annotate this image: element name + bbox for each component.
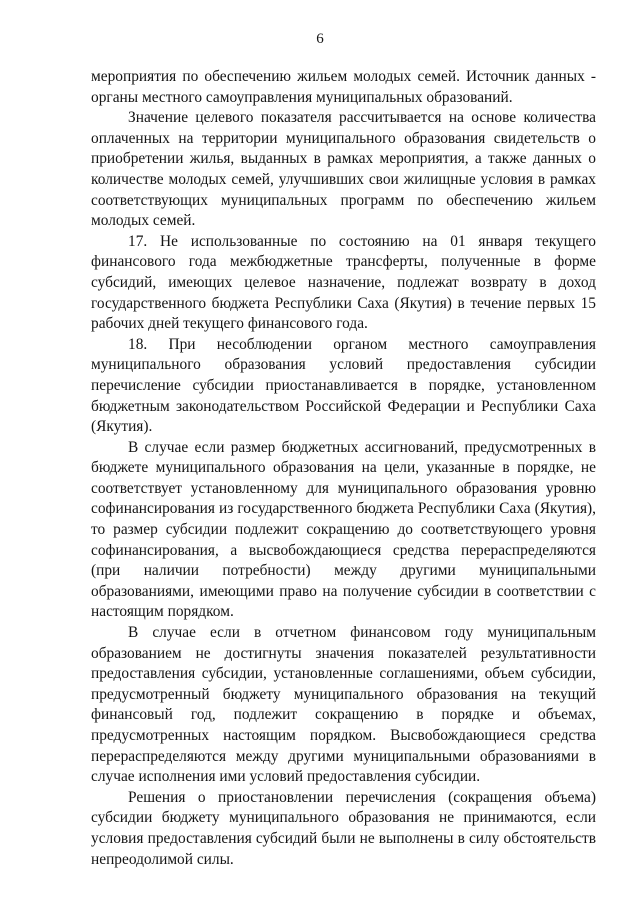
paragraph-force-majeure: Решения о приостановлении перечисления (сокращения объема) субсидии бюджету муниципального образования не принимаются, если условия предоставления субсидий были не выполнены в силу обстоятельств непреодолимой силы. [91, 788, 596, 868]
paragraph-clause-18: 18. При несоблюдении органом местного самоуправления муниципального образования условий предоставления субсидии перечисление субсидии приостанавливается в порядке, установленном бюджетным законодательством Российской Федерации и Республики Саха (Якутия). [91, 335, 596, 436]
paragraph-target-indicator: Значение целевого показателя рассчитывается на основе количества оплаченных на территории муниципального образования свидетельств о приобретении жилья, выданных в рамках мероприятия, а также данных о количестве молодых семей, улучшивших свои жилищные условия в рамках соответствующих муниципальных программ по обеспечению жильем молодых семей. [91, 109, 596, 230]
paragraph-continuation: мероприятия по обеспечению жильем молодых семей. Источник данных - органы местного самоуправления муниципальных образований. [91, 68, 596, 106]
paragraph-clause-17: 17. Не использованные по состоянию на 01 января текущего финансового года межбюджетные трансферты, полученные в форме субсидий, имеющих целевое назначение, подлежат возврату в доход государственного бюджета Республики Саха (Якутия) в течение первых 15 рабочих дней текущего финансового года. [91, 232, 596, 333]
paragraph-cofinancing: В случае если размер бюджетных ассигнований, предусмотренных в бюджете муниципального образования на цели, указанные в порядке, не соответствует установленному для муниципального образования уровню софинансирования из государственного бюджета Республики Саха (Якутия), то размер субсидии подлежит сокращению до соответствующего уровня софинансирования, а высвобождающиеся средства перераспределяются (при наличии потребности) между другими муниципальными образованиями, имеющими право на получение субсидии в соответствии с настоящим порядком. [91, 438, 596, 621]
document-body [91, 67, 596, 870]
page-number: 6 [316, 31, 324, 47]
paragraph-reduction: В случае если в отчетном финансовом году муниципальным образованием не достигнуты значения показателей результативности предоставления субсидии, установленные соглашениями, объем субсидии, предусмотренный бюджету муниципального образования на текущий финансовый год, подлежит сокращению в порядке и объемах, предусмотренных настоящим порядком. Высвобождающиеся средства перераспределяются между другими муниципальными образованиями в случае исполнения ими условий предоставления субсидии. [91, 624, 596, 786]
